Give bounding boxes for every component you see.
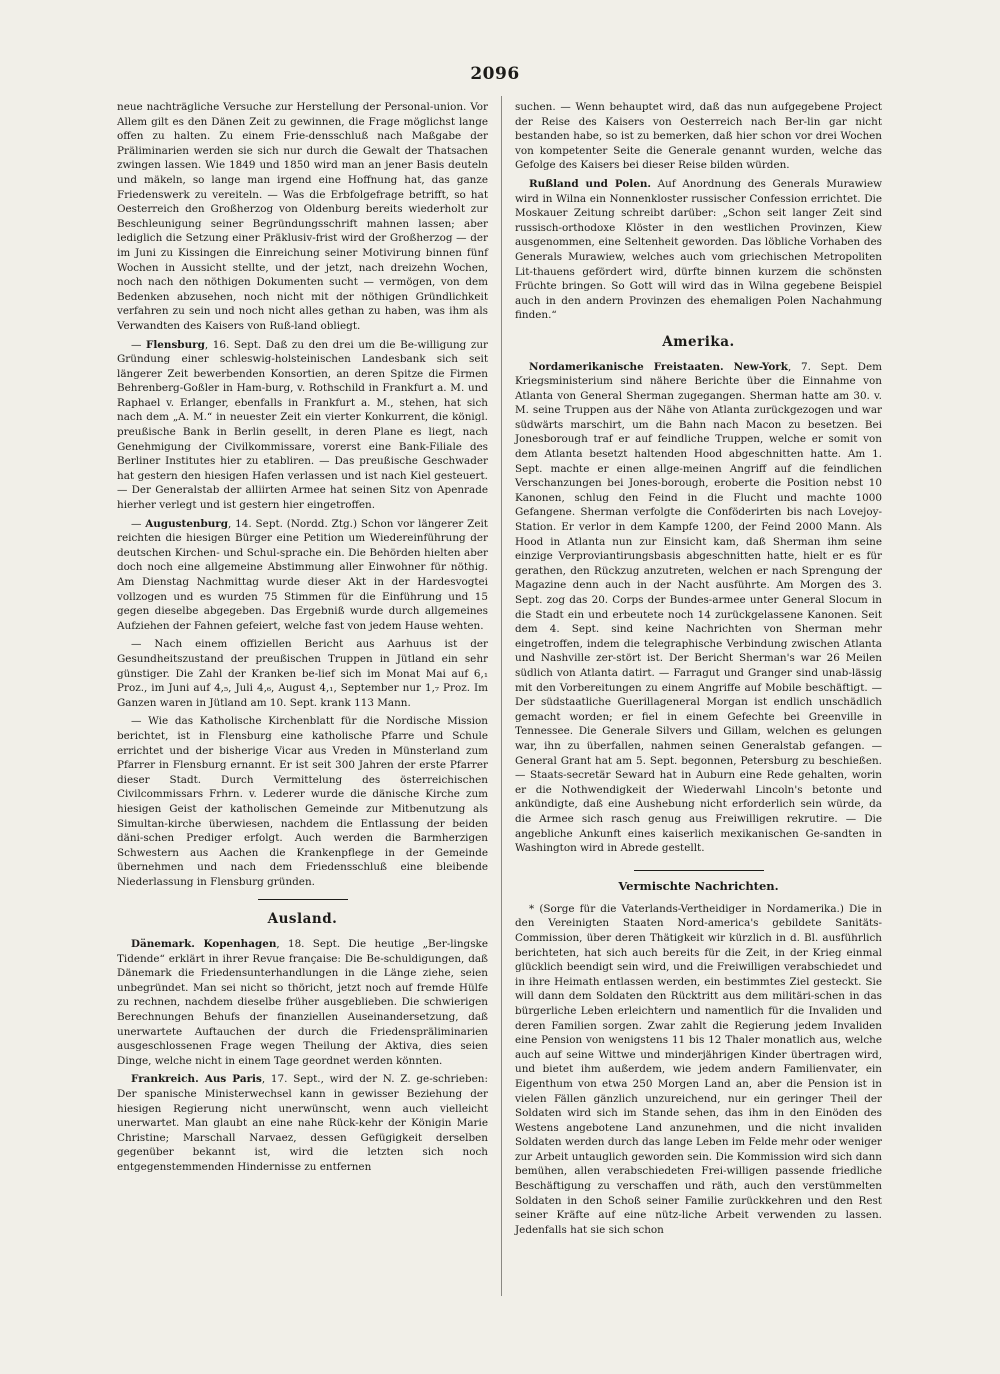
article-body: , 16. Sept. Daß zu den drei um die Be-willigung zur Gründung einer schleswig-holsteinischen Landesbank sich seit längerer Zeit bewerbenden Konsortien, an deren Spitze die Firmen Behrenberg-Goßler in Ham-burg, v. Rothschild in Frankfurt a. M. und Raphael v. Erlanger, ebenfalls in Frankfurt a. M., stehen, hat sich nach dem „A. M.“ in neuester Zeit ein vierter Konkurrent, die königl. preußische Bank in Berlin gesellt, in deren Plane es liegt, nach Genehmigung der Civilkommissare, vorerst eine Bank-Filiale des Berliner Institutes hier zu etabliren. — Das preußische Geschwader hat gestern den hiesigen Hafen verlassen und ist nach Kiel gesteuert. — Der Generalstab der alliirten Armee hat seinen Sitz von Apenrade hierher verlegt und ist gestern hier eingetroffen. xyxy=(117,338,488,512)
column-divider xyxy=(501,96,502,1296)
left-column xyxy=(117,100,488,1179)
dateline-denmark: Dänemark. Kopenhagen xyxy=(131,938,277,951)
continuation-paragraph: suchen. — Wenn behauptet wird, daß das nun aufgegebene Project der Reise des Kaisers von Oesterreich nach Ber-lin gar nicht bestanden habe, so ist zu bemerken, daß hier schon vor drei Wochen von kompetenter Seite die Generale genannt wurden, welche das Gefolge des Kaisers bei dieser Reise bilden würden. xyxy=(515,101,882,172)
dateline-france: Frankreich. Aus Paris xyxy=(131,1073,262,1086)
article-body: , 14. Sept. (Nordd. Ztg.) Schon vor längerer Zeit reichten die hiesigen Bürger eine Petition um Wiedereinführung der deutschen Kirchen- und Schul-sprache ein. Die Behörden hielten aber doch noch eine allgemeine Abstimmung aller Einwohner für nöthig. Am Dienstag Nachmittag wurde dieser Akt in der Hardesvogtei vollzogen und es wurden 75 Stimmen für die Einführung und 15 gegen dieselbe abgegeben. Das Ergebniß wurde durch allgemeines Aufziehen der Fahnen gefeiert, welche fast von jedem Hause wehten. xyxy=(117,517,488,632)
article-france xyxy=(117,1072,488,1174)
section-divider xyxy=(258,899,348,900)
section-divider xyxy=(634,870,764,872)
dateline-augustenburg: Augustenburg xyxy=(145,517,229,530)
article-body: Auf Anordnung des Generals Murawiew wird in Wilna ein Nonnenkloster russischer Confession errichtet. Die Moskauer Zeitung schreibt darüber: „Schon seit langer Zeit sind russisch-orthodoxe Klöster in den westlichen Provinzen, Kiew ausgenommen, eine Seltenheit geworden. Das löbliche Vorhaben des Generals Murawiew, welches auch vom griechischen Metropoliten Lit-thauens gefördert wird, dürfte binnen kurzem die schönsten Früchte bringen. So Gott will wird das in Wilna gegebene Beispiel auch in den andern Provinzen des ehemaligen Polen Nachahmung finden.“ xyxy=(515,177,882,322)
article-denmark xyxy=(117,937,488,1068)
article-body: , 7. Sept. Dem Kriegsministerium sind nähere Berichte über die Einnahme von Atlanta von General Sherman zugegangen. Sherman hatte am 30. v. M. seine Truppen aus der Nähe von Atlanta zurückgezogen und war südwärts marschirt, um die Bahn nach Macon zu besetzen. Bei Jonesborough traf er auf feindliche Truppen, welche er somit von dem Atlanta besetzt haltenden Hood abgeschnitten hatte. Am 1. Sept. machte er einen allge-meinen Angriff auf die feindlichen Verschanzungen bei Jones-borough, eroberte die Position nebst 10 Kanonen, schlug den Feind in die Flucht und machte 1000 Gefangene. Sherman verfolgte die Conföderirten bis nach Lovejoy-Station. Er verlor in dem Kampfe 1200, der Feind 2000 Mann. Als Hood in Atlanta nun zur Einsicht kam, daß Sherman ihm seine einzige Verproviantirungsbasis abgeschnitten hatte, hielt er es für gerathen, den Rückzug anzutreten, welchen er nach Sprengung der Magazine denn auch in der Nacht ausführte. Am Morgen des 3. Sept. zog das 20. Corps der Bundes-armee unter General Slocum in die Stadt ein und erbeutete noch 14 zurückgelassene Kanonen. Seit dem 4. Sept. sind keine Nachrichten von Sherman mehr eingetroffen, indem die telegraphische Verbindung zwischen Atlanta und Nashville zer-stört ist. Der Bericht Sherman's war 26 Meilen südlich von Atlanta datirt. — Farragut und Granger sind unab-lässig mit den Vorbereitungen zu einem Angriffe auf Mobile beschäftigt. — Der südstaatliche Guerillageneral Morgan ist endlich unschädlich gemacht worden; er fiel in einem Gefechte bei Greenville in Tennessee. Die Generale Silvers und Gillam, welchen es gelungen war, ihn zu überfallen, nahmen seinen Generalstab gefangen. — General Grant hat am 5. Sept. begonnen, Petersburg zu beschießen. — Staats-secretär Seward hat in Auburn eine Rede gehalten, worin er die Nothwendigkeit der Wiederwahl Lincoln's betonte und ankündigte, daß eine Aushebung nicht erforderlich sein würde, da die Armee sich rasch genug aus Freiwilligen rekrutire. — Die angebliche Ankunft eines kaiserlich mexikanischen Ge-sandten in Washington wird in Abrede gestellt. xyxy=(515,360,883,855)
article-augustenburg: — Augustenburg, 14. Sept. (Nordd. Ztg.) Schon vor längerer Zeit reichten die hiesigen Bürger eine Petition um Wiedereinführung der deutschen Kirchen- und Schul-sprache ein. Die Behörden hielten aber doch noch eine allgemeine Abstimmung aller Einwohner für nöthig. Am Dienstag Nachmittag wurde dieser Akt in der Hardesvogtei vollzogen und es wurden 75 Stimmen für die Einführung und 15 gegen dieselbe abgegeben. Das Ergebniß wurde durch allgemeines Aufziehen der Fahnen gefeiert, welche fast von jedem Hause wehten. xyxy=(117,517,488,632)
article-body: , 17. Sept., wird der N. Z. ge-schrieben: Der spanische Ministerwechsel kann in gewisser Beziehung der hiesigen Regierung nicht unerwünscht, wenn auch vielleicht unerwartet. Man glaubt an eine nahe Rück-kehr der Königin Marie Christine; Marschall Narvaez, dessen Gefügigkeit derselben gegenüber bekannt ist, wird die letzten sich noch entgegenstemmenden Hindernisse zu entfernen xyxy=(117,1073,488,1173)
section-heading-amerika: Amerika. xyxy=(662,333,735,350)
section-heading-ausland: Ausland. xyxy=(267,911,338,928)
dateline-usa: Nordamerikanische Freistaaten. New-York xyxy=(529,360,788,373)
article-body: , 18. Sept. Die heutige „Ber-lingske Tidende“ erklärt in ihrer Revue française: Die Be-schuldigungen, daß Dänemark die Friedensunterhandlungen in die Länge ziehe, seien unbegründet. Man sei nicht so thöricht, jetzt noch auf fremde Hülfe zu rechnen, nachdem dieselbe früher ausgeblieben. Die schwierigen Berechnungen Behufs der finanziellen Auseinandersetzung, daß unerwartete Auftauchen der durch die Friedenspräliminarien ausgeschlossenen Frage wegen Theilung der Aktiva, dies seien Dinge, welche nicht in einem Tage geordnet werden könnten. xyxy=(117,938,488,1067)
page-header xyxy=(105,62,885,92)
article-flensburg: — Flensburg, 16. Sept. Daß zu den drei um die Be-willigung zur Gründung einer schleswig-holsteinischen Landesbank sich seit längerer Zeit bewerbenden Konsortien, an deren Spitze die Firmen Behrenberg-Goßler in Ham-burg, v. Rothschild in Frankfurt a. M. und Raphael v. Erlanger, ebenfalls in Frankfurt a. M., stehen, hat sich nach dem „A. M.“ in neuester Zeit ein vierter Konkurrent, die königl. preußische Bank in Berlin gesellt, in deren Plane es liegt, nach Genehmigung der Civilkommissare, vorerst eine Bank-Filiale des Berliner Institutes hier zu etabliren. — Das preußische Geschwader hat gestern den hiesigen Hafen verlassen und ist nach Kiel gesteuert. — Der Generalstab der alliirten Armee hat seinen Sitz von Apenrade hierher verlegt und ist gestern hier eingetroffen. xyxy=(117,338,488,512)
page-number: 2096 xyxy=(470,64,520,84)
article-misc-sanitary-commission: * (Sorge für die Vaterlands-Vertheidiger in Nordamerika.) Die in den Vereinigten Staaten Nord-america's gebildete Sanitäts-Commission, über deren Thätigkeit wir kürzlich in d. Bl. ausführlich berichteten, hat sich auch bereits für die Zeit, in der Krieg einmal glücklich beendigt sein wird, und die Freiwilligen verabschiedet und in ihre Heimath entlassen werden, ein bestimmtes Ziel gesteckt. Sie will dann dem Soldaten den Rücktritt aus dem militäri-schen in das bürgerliche Leben erleichtern und namentlich für die Invaliden und deren Familien sorgen. Zwar zahlt die Regierung jedem Invaliden eine Pension von wenigstens 11 bis 12 Thaler monatlich aus, welche auch auf seine Wittwe und minderjährigen Kinder übertragen wird, und bietet ihm außerdem, wie jedem andern Familienvater, ein Eigenthum von etwa 250 Morgen Land an, aber die Pension ist in vielen Fällen gänzlich unzureichend, nur ein geringer Theil der Soldaten wird sich im Stande sehen, das ihm in den Einöden des Westens angebotene Land anzunehmen, und die nicht invaliden Soldaten werden durch das lange Leben im Felde mehr oder weniger zur Arbeit untauglich geworden sein. Die Kommission wird sich dann bemühen, allen verabschiedeten Frei-willigen passende friedliche Beschäftigung zu verschaffen und räth, auch den verstümmelten Soldaten in den Schoß seiner Familie zurückkehren und den Rest seiner Kräfte auf eine nütz-liche Arbeit verwenden zu lassen. Jedenfalls hat sie sich schon xyxy=(515,902,882,1236)
right-column xyxy=(515,100,882,1241)
article-usa xyxy=(515,360,882,856)
article-catholic-mission: — Wie das Katholische Kirchenblatt für die Nordische Mission berichtet, ist in Flensburg eine katholische Pfarre und Schule errichtet und der bisherige Vicar aus Vreden in Münsterland zum Pfarrer in Flensburg ernannt. Er ist seit 300 Jahren der erste Pfarrer dieser Stadt. Durch Vermittelung des österreichischen Civilcommissars Frhrn. v. Lederer wurde die dänische Kirche zum hiesigen Geist der katholischen Gemeinde zur Mitbenutzung als Simultan-kirche überwiesen, nachdem die Entlassung der beiden däni-schen Prediger erfolgt. Auch werden die Barmherzigen Schwestern aus Aachen die Krankenpflege in der Gemeinde übernehmen und nach dem Friedensschluß eine bleibende Niederlassung in Flensburg gründen. xyxy=(117,715,488,888)
article-russia-poland xyxy=(515,177,882,323)
article-aarhus: — Nach einem offiziellen Bericht aus Aarhuus ist der Gesundheitszustand der preußischen Truppen in Jütland ein sehr günstiger. Die Zahl der Kranken be-lief sich im Monat Mai auf 6,₁ Proz., im Juni auf 4,₅, Juli 4,₆, August 4,₁, September nur 1,₇ Proz. Im Ganzen waren in Jütland am 10. Sept. krank 113 Mann. xyxy=(117,638,488,709)
dateline-flensburg: Flensburg xyxy=(145,338,205,351)
dateline-russia-poland: Rußland und Polen. xyxy=(529,177,652,190)
intro-paragraph: neue nachträgliche Versuche zur Herstellung der Personal-union. Vor Allem gilt es den Dänen Zeit zu gewinnen, die Frage möglichst lange offen zu halten. Zu einem Frie-densschluß nach Maßgabe der Präliminarien werden sie sich nur durch die Gewalt der Thatsachen zwingen lassen. Wie 1849 und 1850 wird man an jener Basis deuteln und mäkeln, so lange man irgend eine Hoffnung hat, das ganze Friedenswerk zu vereiteln. — Was die Erbfolgefrage betrifft, so hat Oesterreich den Großherzog von Oldenburg bereits wiederholt zur Beschleunigung seiner Begründungsschrift mahnen lassen; aber lediglich die Setzung einer Präklusiv-frist wird der Großherzog — der im Juni zu Kissingen die Einreichung seiner Motivirung binnen fünf Wochen in Aussicht stellte, und der jetzt, nach dreizehn Wochen, noch nach den nöthigen Dokumenten sucht — vermögen, von dem Bedenken abzusehen, noch nicht mit der nöthigen Gründlichkeit verfahren zu sein und noch nicht alles gethan zu haben, was ihm als Verwandten des Kaisers von Ruß-land obliegt. xyxy=(117,101,488,332)
section-heading-misc: Vermischte Nachrichten. xyxy=(618,879,779,894)
